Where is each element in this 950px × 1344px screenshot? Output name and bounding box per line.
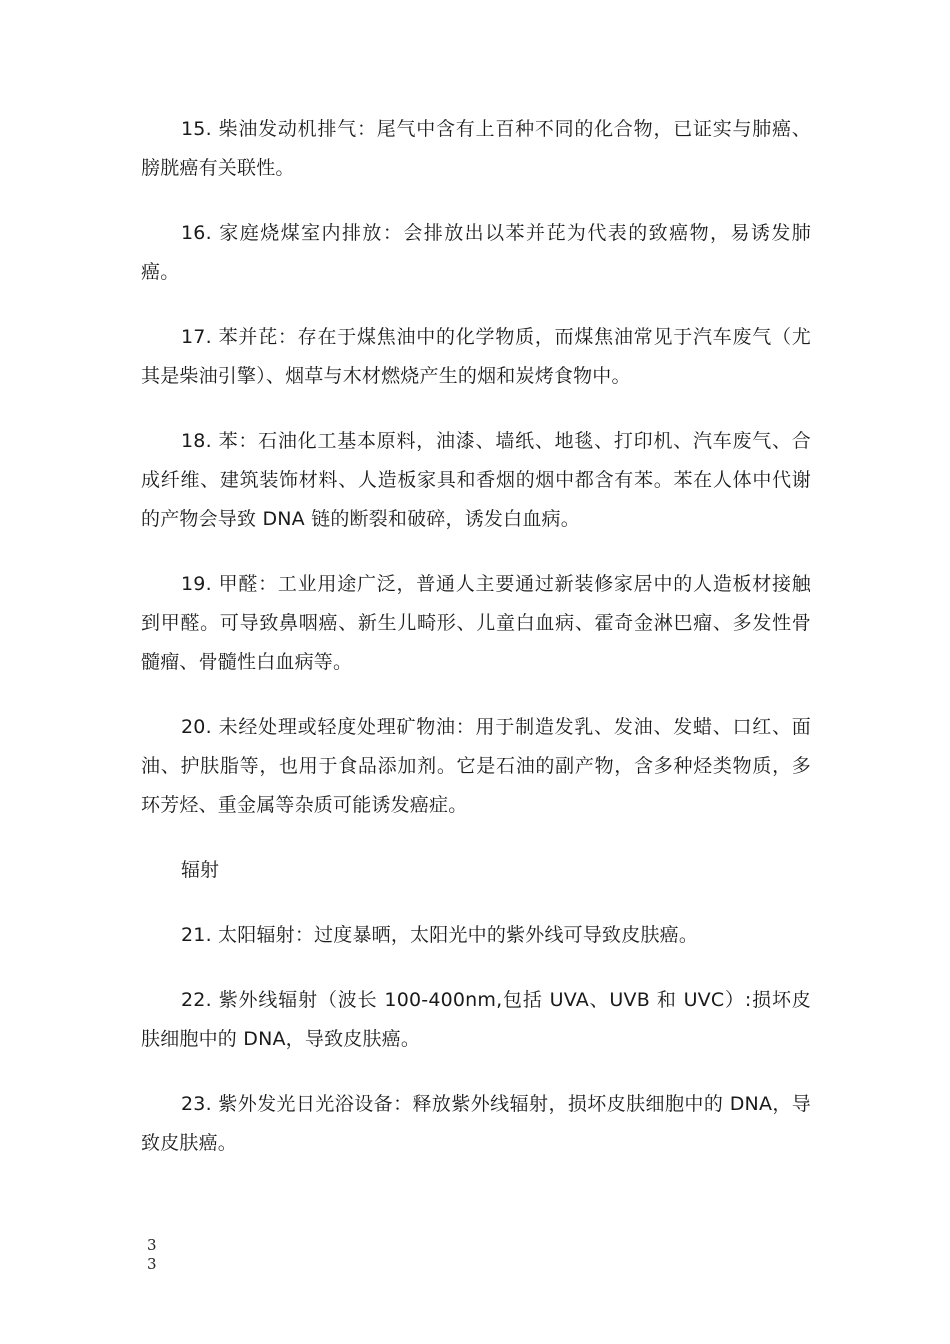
page-number-line-2: 3: [147, 1255, 157, 1273]
page-number: [147, 1236, 157, 1274]
page-number-line-1: 3: [147, 1236, 157, 1254]
section-heading-radiation: 辐射: [181, 859, 220, 881]
paragraph-20: 20. 未经处理或轻度处理矿物油：用于制造发乳、发油、发蜡、口红、面油、护肤脂等，也用于食品添加剂。它是石油的副产物，含多种烃类物质，多环芳烃、重金属等杂质可能诱发癌症。: [141, 716, 811, 816]
document-body: [141, 110, 811, 1189]
paragraph-19: 19. 甲醛：工业用途广泛，普通人主要通过新装修家居中的人造板材接触到甲醛。可导致鼻咽癌、新生儿畸形、儿童白血病、霍奇金淋巴瘤、多发性骨髓瘤、骨髓性白血病等。: [141, 573, 811, 673]
paragraph-15: 15. 柴油发动机排气：尾气中含有上百种不同的化合物，已证实与肺癌、膀胱癌有关联性。: [141, 118, 811, 179]
paragraph-21: 21. 太阳辐射：过度暴晒，太阳光中的紫外线可导致皮肤癌。: [181, 924, 699, 946]
paragraph-16: 16. 家庭烧煤室内排放：会排放出以苯并芘为代表的致癌物，易诱发肺癌。: [141, 222, 811, 283]
paragraph-23: 23. 紫外发光日光浴设备：释放紫外线辐射，损坏皮肤细胞中的 DNA，导致皮肤癌。: [141, 1093, 811, 1154]
paragraph-18: 18. 苯：石油化工基本原料，油漆、墙纸、地毯、打印机、汽车废气、合成纤维、建筑装饰材料、人造板家具和香烟的烟中都含有苯。苯在人体中代谢的产物会导致 DNA 链的断裂和破碎，诱发白血病。: [141, 430, 811, 530]
paragraph-22: 22. 紫外线辐射（波长 100-400nm,包括 UVA、UVB 和 UVC）:损坏皮肤细胞中的 DNA，导致皮肤癌。: [141, 989, 811, 1050]
paragraph-17: 17. 苯并芘：存在于煤焦油中的化学物质，而煤焦油常见于汽车废气（尤其是柴油引擎）、烟草与木材燃烧产生的烟和炭烤食物中。: [141, 326, 811, 387]
